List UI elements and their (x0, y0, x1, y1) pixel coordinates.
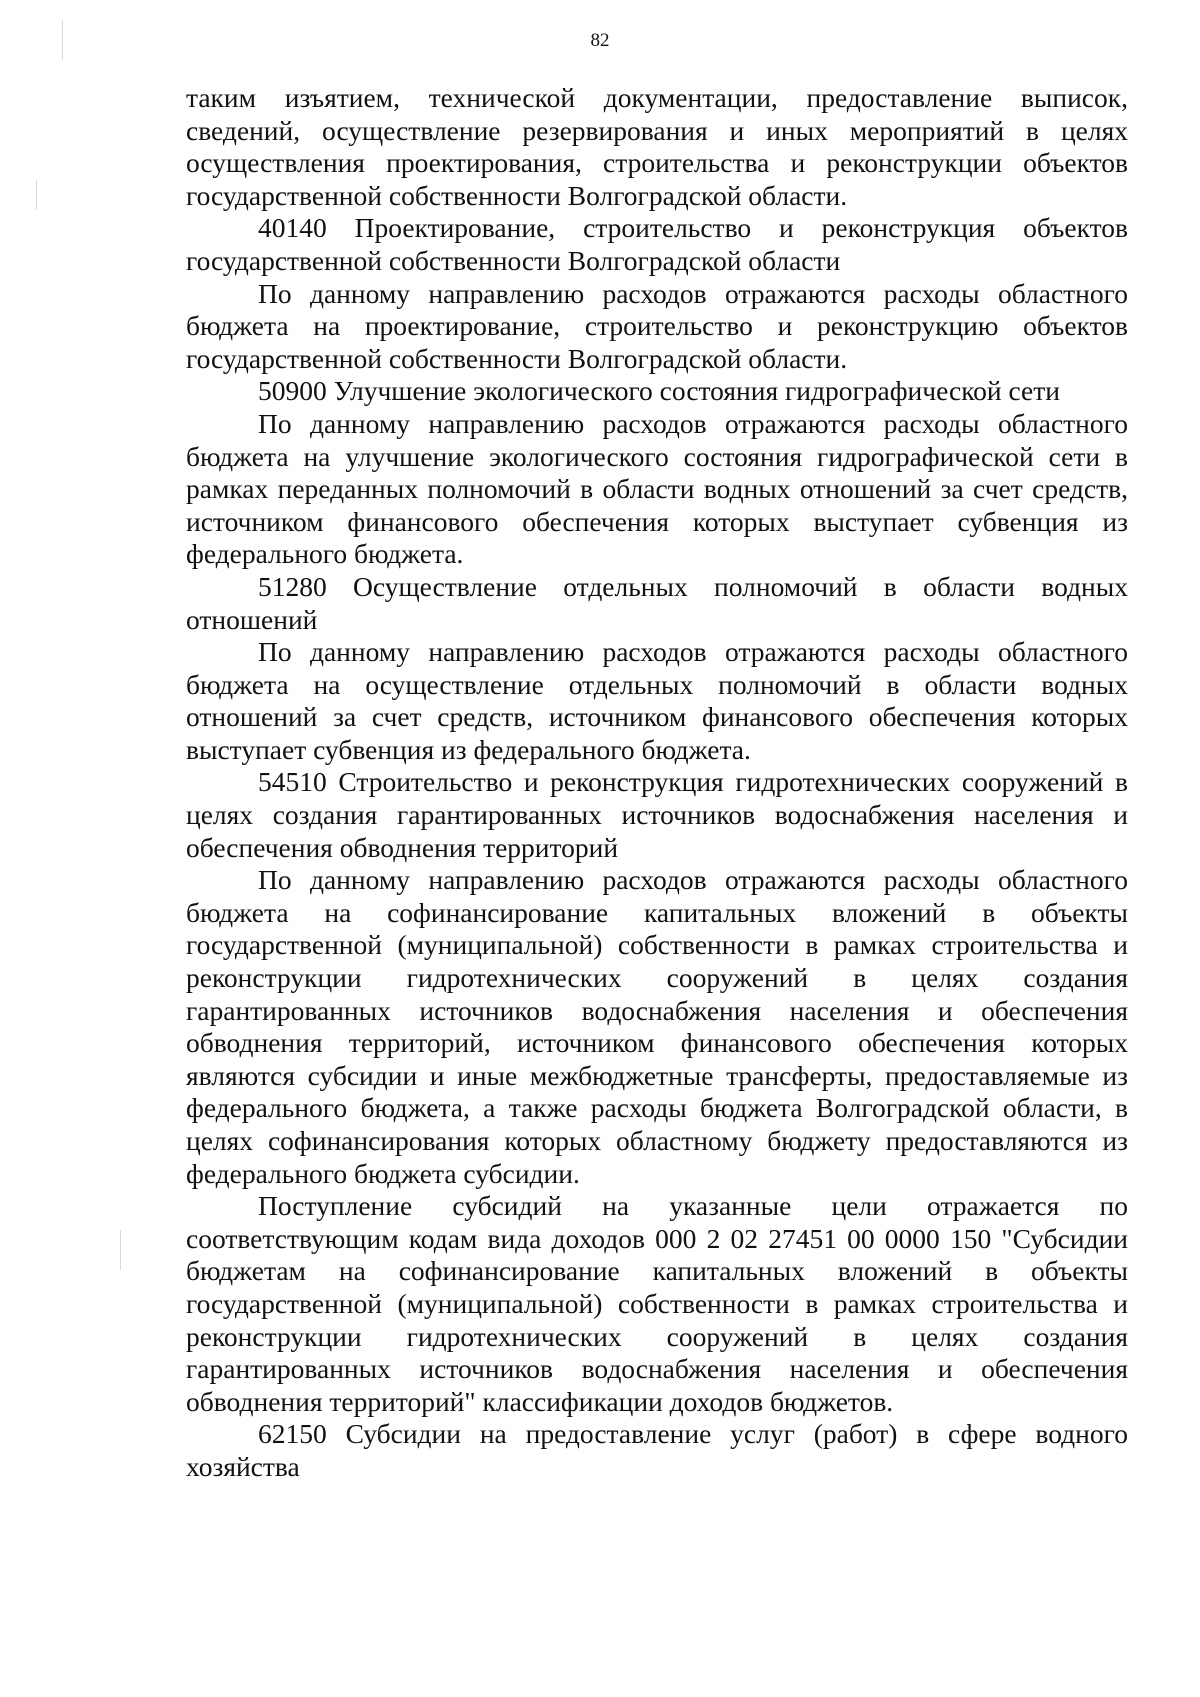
paragraph-40140-description: По данному направлению расходов отражаются расходы областного бюджета на проектирование, строительство и реконструкцию объектов государственной собственности Волгоградской области. (186, 277, 1128, 374)
section-heading-62150: 62150 Субсидии на предоставление услуг (работ) в сфере водного хозяйства (186, 1418, 1128, 1482)
paragraph-54510-description: По данному направлению расходов отражаются расходы областного бюджета на софинансирование капитальных вложений в объекты государственной (муниципальной) собственности в рамках строительства и реконструкции гидротехнических сооружений в целях создания гарантированных источников водоснабжения населения и обеспечения обводнения территорий, источником финансового обеспечения которых являются субсидии и иные межбюджетные трансферты, предоставляемые из федерального бюджета, а также расходы бюджета Волгоградской области, в целях софинансирования которых областному бюджету предоставляются из федерального бюджета субсидии. (186, 864, 1128, 1189)
section-heading-50900: 50900 Улучшение экологического состояния гидрографической сети (258, 375, 1060, 407)
paragraph-54510-revenue: Поступление субсидий на указанные цели отражается по соответствующим кодам вида доходов 000 2 02 27451 00 0000 150 "Субсидии бюджетам на софинансирование капитальных вложений в объекты государственной (муниципальной) собственности в рамках строительства и реконструкции гидротехнических сооружений в целях создания гарантированных источников водоснабжения населения и обеспечения обводнения территорий" классификации доходов бюджетов. (186, 1190, 1128, 1417)
section-heading-54510: 54510 Строительство и реконструкция гидротехнических сооружений в целях создания гарантированных источников водоснабжения населения и обеспечения обводнения территорий (186, 766, 1128, 863)
page-number: 82 (590, 30, 610, 51)
paragraph-51280-description: По данному направлению расходов отражаются расходы областного бюджета на осуществление отдельных полномочий в области водных отношений за счет средств, источником финансового обеспечения которых выступает субвенция из федерального бюджета. (186, 636, 1128, 765)
scan-edge-mark (36, 180, 37, 210)
document-body (186, 82, 1128, 1484)
paragraph-50900-description: По данному направлению расходов отражаются расходы областного бюджета на улучшение экологического состояния гидрографической сети в рамках переданных полномочий в области водных отношений за счет средств, источником финансового обеспечения которых выступает субвенция из федерального бюджета. (186, 407, 1128, 570)
section-heading-40140: 40140 Проектирование, строительство и реконструкция объектов государственной собственности Волгоградской области (186, 212, 1128, 276)
scan-edge-mark (120, 1230, 121, 1270)
section-heading-51280: 51280 Осуществление отдельных полномочий в области водных отношений (186, 570, 1128, 635)
paragraph-continuation: таким изъятием, технической документации, предоставление выписок, сведений, осуществление резервирования и иных мероприятий в целях осуществления проектирования, строительства и реконструкции объектов государственной собственности Волгоградской области. (186, 82, 1128, 211)
